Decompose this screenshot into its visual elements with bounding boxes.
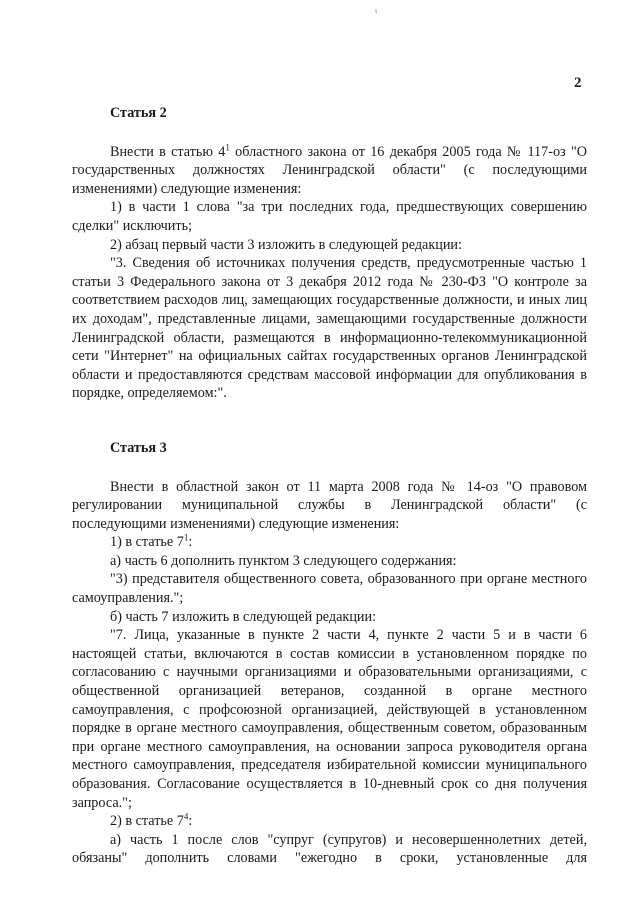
page-tick-mark: ι	[375, 6, 378, 15]
document-body	[72, 104, 587, 868]
article-3-item-2-superscript: 4	[183, 811, 189, 822]
article-2-heading: Статья 2	[110, 105, 167, 121]
article-2-intro: Внести в статью $4^1$ областного закона от 16 декабря 2005 года № 117-оз "О государственных должностях Ленинградской области" (с последующими изменениями) следующие изменения:	[72, 141, 587, 197]
article-3-item-1b: б) часть 7 изложить в следующей редакции:	[110, 608, 377, 625]
article-2-item-1: 1) в части 1 слова "за три последних года, предшествующих совершению сделки" исключить;	[72, 199, 587, 234]
article-3-item-1b-quote: "7. Лица, указанные в пункте 2 части 4, пункте 2 части 5 и в части 6 настоящей статьи, включаются в состав комиссии в установленном порядке по согласованию с научными организациями и образовательными организациями, с общественной организацией ветеранов, созданной в органе местного самоуправления, с профсоюзной организацией, действующей в установленном порядке в органе местного самоуправления, общественным советом, образованным при органе местного самоуправления, на основании запроса руководителя органа местного самоуправления, председателя избирательной комиссии муниципального образования. Согласование осуществляется в 10-дневный срок со дня получения запроса.";	[72, 627, 587, 811]
article-3-intro: Внести в областной закон от 11 марта 2008 года № 14-оз "О правовом регулировании муниципальной службы в Ленинградской области" (с последующими изменениями) следующие изменения:	[72, 478, 587, 532]
article-3-heading: Статья 3	[110, 439, 167, 456]
article-2-item-2: 2) абзац первый части 3 изложить в следующей редакции:	[110, 236, 462, 253]
article-3-item-1a-quote: "3) представителя общественного совета, образованного при органе местного самоуправления.";	[72, 571, 587, 607]
article-3-item-1-superscript: 1	[183, 532, 189, 543]
page-number: 2	[574, 75, 582, 91]
article-3-item-2a: а) часть 1 после слов "супруг (супругов) и несовершеннолетних детей, обязаны" дополнить словами "ежегодно в сроки, установленные для	[72, 831, 587, 867]
article-2-intro-superscript: 1	[225, 141, 230, 152]
article-3-item-1a: а) часть 6 дополнить пунктом 3 следующего содержания:	[110, 552, 457, 569]
article-3-item-1: 1) в статье $7^1$:	[110, 532, 193, 551]
article-2-quoted-text: "3. Сведения об источниках получения средств, предусмотренные частью 1 статьи 3 Федерального закона от 3 декабря 2012 года № 230-ФЗ "О контроле за соответствием расходов лиц, замещающих государственные должности, и иных лиц их доходам", представленные лицами, замещающими государственные должности Ленинградской области, размещаются в информационно-телекоммуникационной сети "Интернет" на официальных сайтах государственных органов Ленинградской области и предоставляются средствам массовой информации для опубликования в порядке, определяемом:".	[72, 255, 587, 402]
article-3-item-2: 2) в статье $7^4$:	[110, 811, 193, 830]
